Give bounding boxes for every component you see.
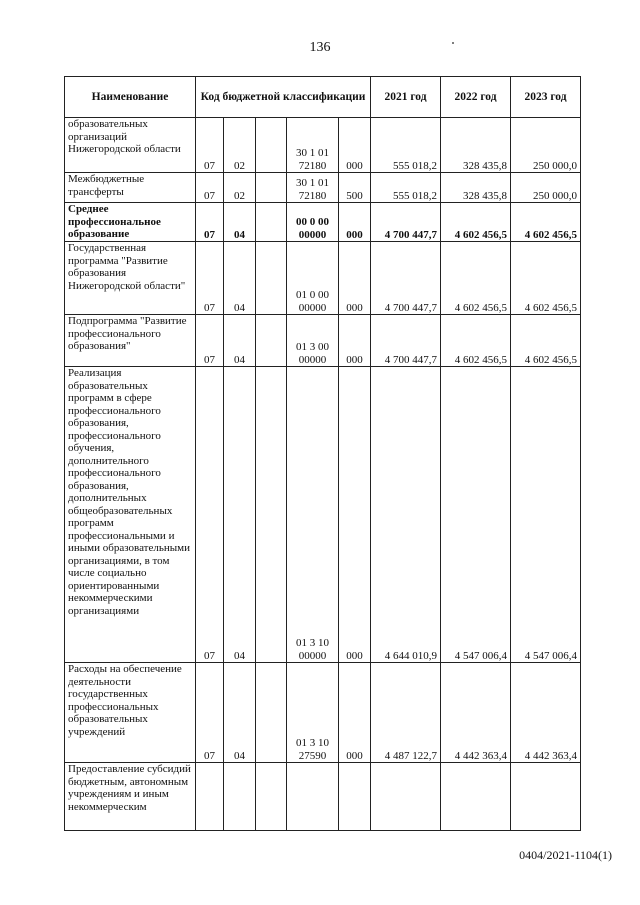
row-expense-type <box>339 763 371 831</box>
header-2023: 2023 год <box>511 77 581 118</box>
table-row <box>65 118 581 173</box>
row-subsection: 02 <box>224 118 256 173</box>
row-amount-2023: 4 442 363,4 <box>511 663 581 763</box>
row-empty-col <box>256 242 287 315</box>
row-subsection: 04 <box>224 315 256 367</box>
row-expense-type: 000 <box>339 203 371 242</box>
row-target-article: 30 1 01 72180 <box>287 173 339 203</box>
row-section <box>196 763 224 831</box>
row-name: образовательных организаций Нижегородской области <box>65 118 196 173</box>
row-amount-2021: 4 700 447,7 <box>371 203 441 242</box>
row-section: 07 <box>196 173 224 203</box>
row-subsection: 04 <box>224 663 256 763</box>
row-amount-2021 <box>371 763 441 831</box>
row-subsection: 04 <box>224 242 256 315</box>
row-empty-col <box>256 315 287 367</box>
budget-table <box>64 76 581 831</box>
row-amount-2022: 4 602 456,5 <box>441 315 511 367</box>
row-target-article <box>287 763 339 831</box>
table-row <box>65 203 581 242</box>
row-amount-2023: 4 602 456,5 <box>511 315 581 367</box>
row-subsection: 02 <box>224 173 256 203</box>
row-amount-2021: 4 487 122,7 <box>371 663 441 763</box>
row-expense-type: 000 <box>339 663 371 763</box>
row-expense-type: 000 <box>339 118 371 173</box>
header-2022: 2022 год <box>441 77 511 118</box>
row-empty-col <box>256 173 287 203</box>
row-section: 07 <box>196 663 224 763</box>
row-expense-type: 000 <box>339 242 371 315</box>
row-amount-2022 <box>441 763 511 831</box>
table-row <box>65 315 581 367</box>
row-amount-2023: 4 602 456,5 <box>511 203 581 242</box>
row-amount-2023: 250 000,0 <box>511 118 581 173</box>
row-target-article: 01 3 10 00000 <box>287 367 339 663</box>
row-empty-col <box>256 367 287 663</box>
row-name: Межбюджетные трансферты <box>65 173 196 203</box>
row-section: 07 <box>196 315 224 367</box>
table-row <box>65 242 581 315</box>
table-row <box>65 367 581 663</box>
row-amount-2021: 4 700 447,7 <box>371 315 441 367</box>
table-row <box>65 173 581 203</box>
row-empty-col <box>256 663 287 763</box>
row-target-article: 01 3 10 27590 <box>287 663 339 763</box>
row-amount-2022: 4 602 456,5 <box>441 203 511 242</box>
row-name: Реализация образовательных программ в сфере профессионального образования, профессионального обучения, дополнительного профессионального образования, дополнительных общеобразовательных программ профессиональными и иными образовательными организациями, в том числе социально ориентированными некоммерческими организациями <box>65 367 196 663</box>
row-name: Подпрограмма "Развитие профессионального образования" <box>65 315 196 367</box>
row-subsection: 04 <box>224 203 256 242</box>
header-code: Код бюджетной классификации <box>196 77 371 118</box>
table-row <box>65 663 581 763</box>
row-empty-col <box>256 203 287 242</box>
row-expense-type: 000 <box>339 315 371 367</box>
row-amount-2021: 4 644 010,9 <box>371 367 441 663</box>
row-amount-2021: 555 018,2 <box>371 118 441 173</box>
table-header-row <box>65 77 581 118</box>
row-section: 07 <box>196 203 224 242</box>
scan-dot <box>452 42 454 44</box>
row-name: Расходы на обеспечение деятельности государственных профессиональных образовательных учреждений <box>65 663 196 763</box>
row-amount-2022: 328 435,8 <box>441 173 511 203</box>
row-amount-2022: 4 547 006,4 <box>441 367 511 663</box>
row-name: Среднее профессиональное образование <box>65 203 196 242</box>
row-section: 07 <box>196 242 224 315</box>
row-target-article: 00 0 00 00000 <box>287 203 339 242</box>
row-empty-col <box>256 118 287 173</box>
row-name: Предоставление субсидий бюджетным, автономным учреждениям и иным некоммерческим <box>65 763 196 831</box>
row-amount-2023: 4 547 006,4 <box>511 367 581 663</box>
page-number: 136 <box>309 40 331 55</box>
row-amount-2022: 4 602 456,5 <box>441 242 511 315</box>
row-amount-2022: 4 442 363,4 <box>441 663 511 763</box>
row-expense-type: 500 <box>339 173 371 203</box>
row-amount-2023 <box>511 763 581 831</box>
row-amount-2021: 555 018,2 <box>371 173 441 203</box>
row-amount-2023: 250 000,0 <box>511 173 581 203</box>
document-code: 0404/2021-1104(1) <box>519 848 612 862</box>
row-target-article: 01 0 00 00000 <box>287 242 339 315</box>
header-2021: 2021 год <box>371 77 441 118</box>
row-expense-type: 000 <box>339 367 371 663</box>
table-row <box>65 763 581 831</box>
row-section: 07 <box>196 367 224 663</box>
row-amount-2021: 4 700 447,7 <box>371 242 441 315</box>
row-amount-2023: 4 602 456,5 <box>511 242 581 315</box>
row-name: Государственная программа "Развитие образования Нижегородской области" <box>65 242 196 315</box>
row-amount-2022: 328 435,8 <box>441 118 511 173</box>
row-subsection: 04 <box>224 367 256 663</box>
row-target-article: 01 3 00 00000 <box>287 315 339 367</box>
row-subsection <box>224 763 256 831</box>
row-section: 07 <box>196 118 224 173</box>
row-empty-col <box>256 763 287 831</box>
header-name: Наименование <box>65 77 196 118</box>
row-target-article: 30 1 01 72180 <box>287 118 339 173</box>
